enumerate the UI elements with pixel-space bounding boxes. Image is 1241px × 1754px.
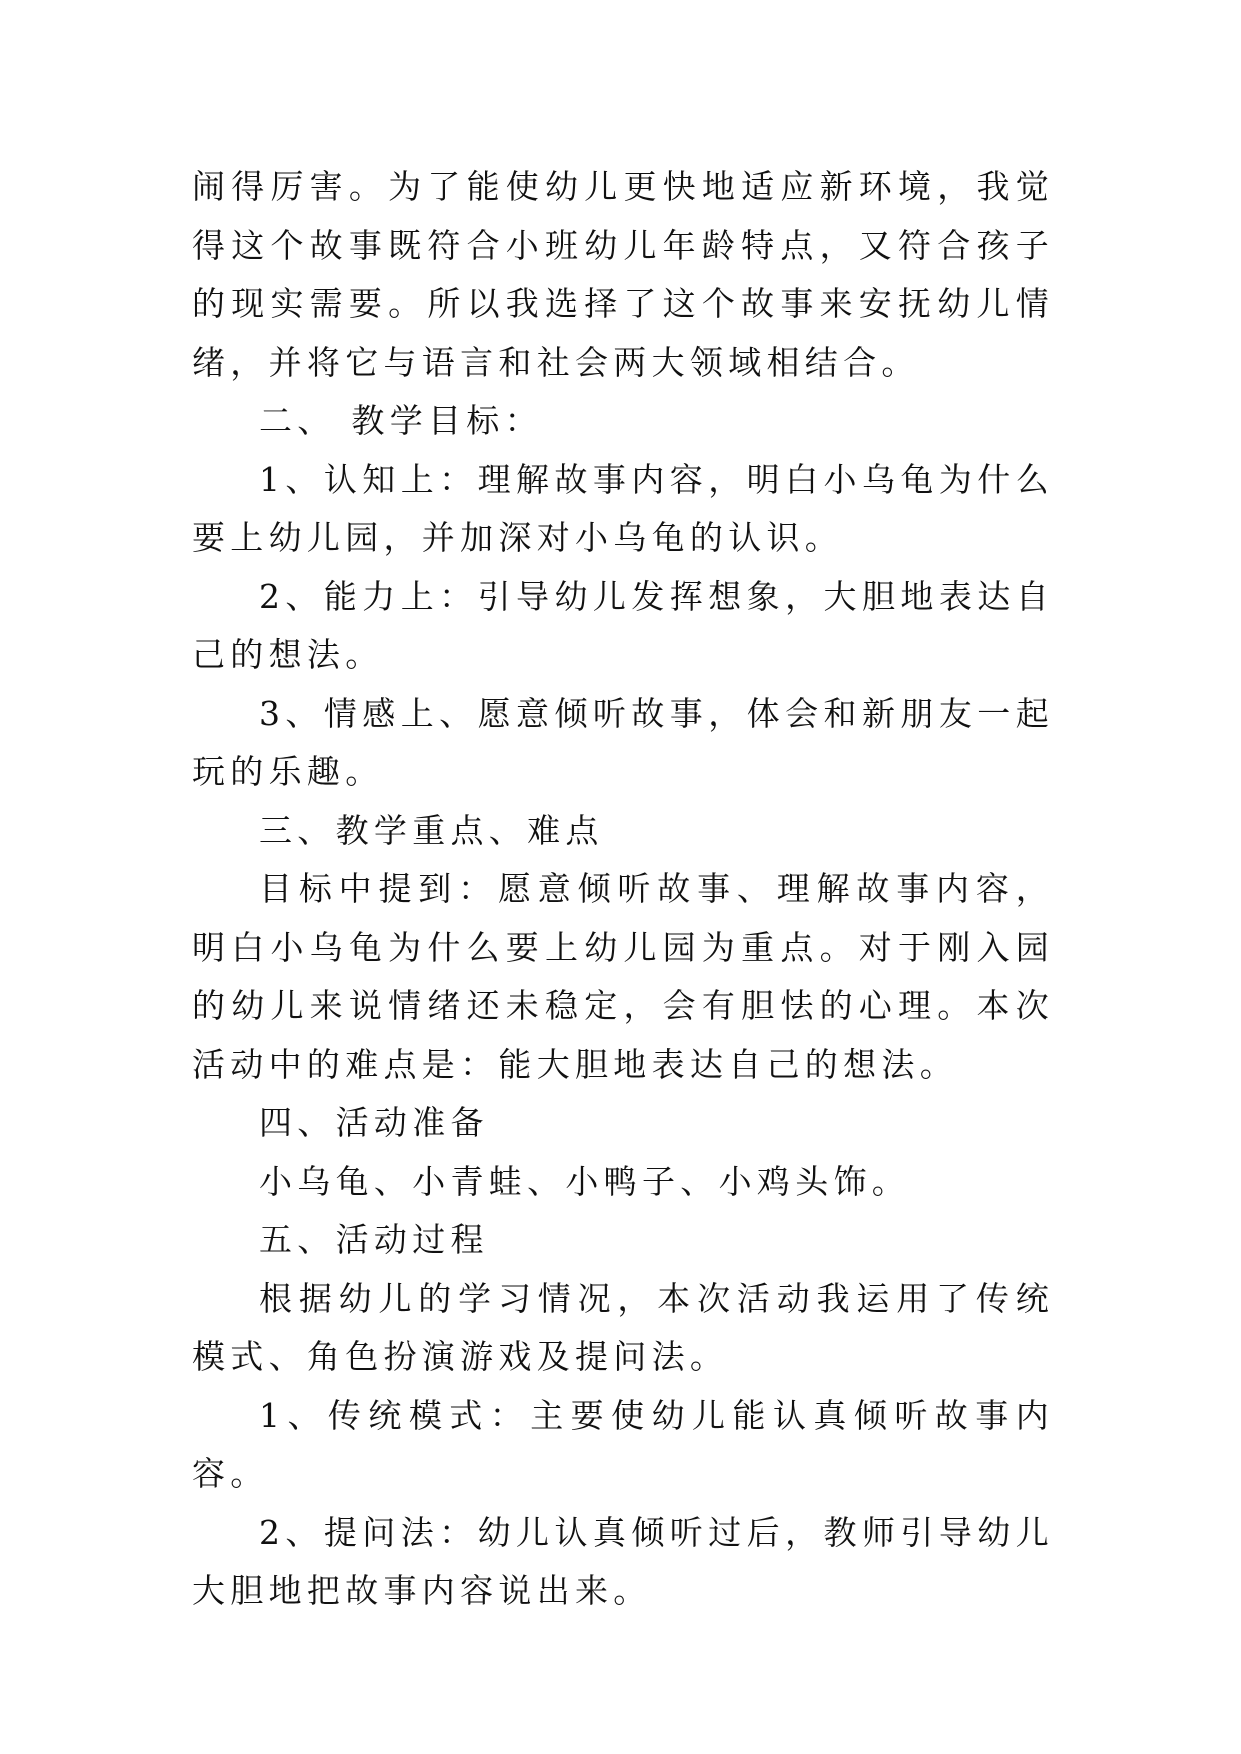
paragraph-key-points: 目标中提到：愿意倾听故事、理解故事内容，明白小乌龟为什么要上幼儿园为重点。对于刚入园的幼儿来说情绪还未稳定，会有胆怯的心理。本次活动中的难点是：能大胆地表达自己的想法。 (192, 869, 1054, 1084)
paragraph-continuation: 闹得厉害。为了能使幼儿更快地适应新环境，我觉得这个故事既符合小班幼儿年龄特点，又符合孩子的现实需要。所以我选择了这个故事来安抚幼儿情绪，并将它与语言和社会两大领域相结合。 (192, 167, 1054, 382)
paragraph-process: 根据幼儿的学习情况，本次活动我运用了传统模式、角色扮演游戏及提问法。 (192, 1278, 1054, 1376)
process-questioning: 2、提问法：幼儿认真倾听过后，教师引导幼儿大胆地把故事内容说出来。 (192, 1512, 1054, 1610)
heading-preparation: 四、活动准备 (259, 1103, 489, 1142)
paragraph-preparation: 小乌龟、小青蛙、小鸭子、小鸡头饰。 (259, 1161, 911, 1201)
heading-teaching-goals: 二、 教学目标： (259, 401, 543, 440)
document-body (192, 158, 1054, 1621)
heading-key-points: 三、教学重点、难点 (259, 810, 604, 850)
process-traditional: 1、传统模式：主要使幼儿能认真倾听故事内容。 (192, 1395, 1054, 1493)
goal-cognitive: 1、认知上：理解故事内容，明白小乌龟为什么要上幼儿园，并加深对小乌龟的认识。 (192, 459, 1054, 557)
goal-emotion: 3、情感上、愿意倾听故事，体会和新朋友一起玩的乐趣。 (192, 693, 1054, 791)
goal-ability: 2、能力上：引导幼儿发挥想象，大胆地表达自己的想法。 (192, 576, 1054, 674)
heading-process: 五、活动过程 (259, 1220, 489, 1259)
